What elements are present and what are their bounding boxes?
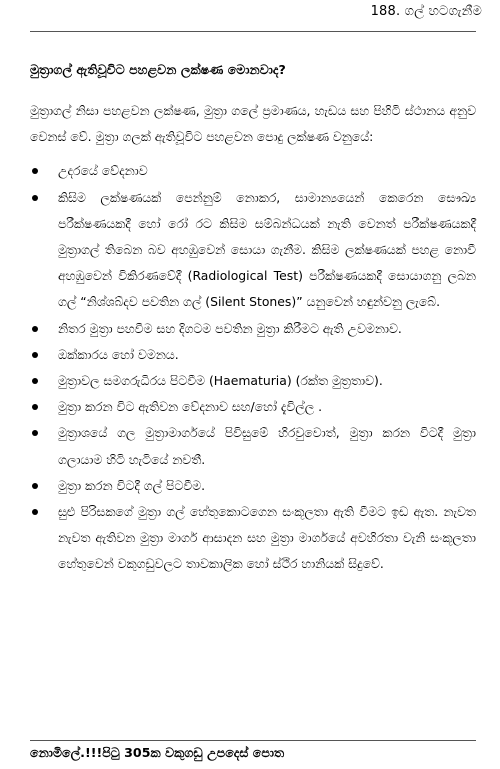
- bullet-icon: [32, 195, 38, 201]
- list-item: [30, 158, 476, 184]
- list-item: [30, 185, 476, 316]
- main-content: [30, 60, 476, 578]
- list-item-text: කිසිම ලක්ෂණයක් පෙන්නුම් නොකර, සාමාන්‍යයෙන් කෙරෙන සෞඛ්‍ය පරීක්ෂණයකදී හෝ රෝ ‍රට කිසිම සම්බන්ධයක් නැති වෙනත් පරීක්ෂණයකදී මුත්‍රාගල් තිබෙන බව අහඹුවෙන් සොයා ගැනීම. කිසිම ලක්ෂණයක් පහළ නොවී අහඹුවෙන් විකිරණවේදී (Radiological Test) පරීක්ෂණයකදී සොයාගනු ලබන ගල් “නිශ්ශබ්දව පවතින ගල් (Silent Stones)” යනුවෙන් හඳුන්වනු ලැබේ.: [58, 189, 476, 310]
- footer-text: නොමිලේ.!!!පිටු 305ක වකුගඩු උපදෙස් පොත: [30, 745, 285, 760]
- bullet-icon: [32, 326, 38, 332]
- list-item-text: මුත්‍රාශයේ ගල මුත්‍රාමාර්ගයේ පිවිසුමේ හිරවුවොත්, මුත්‍රා කරන විටදී මුත්‍රා ගලායාම හිටි හැටියේ නවතී.: [58, 425, 476, 467]
- list-item-text: මුත්‍රා කරන විට ඇතිවන වේදනාව සහ/හෝ දැවිල්ල .: [58, 399, 323, 415]
- intro-paragraph: මුත්‍රාගල් නිසා පහළවන ලක්ෂණ, මුත්‍රා ගලේ ප්‍රමාණය, හැඩය සහ පිහිටි ස්ථානය අනුව වෙනස් වේ. මුත්‍රා ගලක් ඇතිවූවිට පහළවන පොදු ලක්ෂණ වනුයේ:: [30, 103, 476, 145]
- list-item: [30, 316, 476, 342]
- page-header-title: 188. ගල් හටගැනීම: [370, 4, 482, 19]
- list-item-text: මුත්‍රා කරන විටදී ගල් පිටවීම.: [58, 477, 206, 493]
- bullet-icon: [32, 483, 38, 489]
- bullet-icon: [32, 378, 38, 384]
- header-divider: [30, 31, 476, 32]
- list-item-text: නිතර මුත්‍රා පහවීම සහ දිගටම පවතින මුත්‍රා කිරීමට ඇති උවමනාව.: [58, 320, 402, 336]
- symptom-list: [30, 158, 476, 577]
- list-item: [30, 473, 476, 499]
- list-item-text: ඔක්කාරය හෝ වමනය.: [58, 346, 179, 362]
- bullet-icon: [32, 509, 38, 515]
- bullet-icon: [32, 352, 38, 358]
- bullet-icon: [32, 168, 38, 174]
- list-item: [30, 420, 476, 472]
- bullet-icon: [32, 430, 38, 436]
- list-item: [30, 342, 476, 368]
- list-item-text: උදරයේ වේදනාව: [58, 163, 148, 179]
- bullet-icon: [32, 404, 38, 410]
- section-heading: මුත්‍රාගල් ඇතිවූවිට පහළවන ලක්ෂණ මොනවාද?: [30, 62, 286, 77]
- list-item-text: සුළු පිරිසකගේ මුත්‍රා ගල් හේතුකොටගෙන සංකූලතා ඇති වීමට ඉඩ ඇත. නැවත නැවත ඇතිවන මුත්‍රා මාර්ග ආසාදන සහ මුත්‍රා මාර්ගයේ අවහිරතා වැනි සංකූලතා හේතුවෙන් වකුගඩුවලට තාවකාලික හෝ ස්ථිර හානියක් සිදුවේ.: [58, 504, 476, 572]
- footer-divider: [30, 740, 476, 741]
- list-item: [30, 394, 476, 420]
- list-item-text: මුත්‍රාවල සමගරුධිරය පිටවීම (Haematuria) (රක්ත මුත්‍රතාව).: [58, 373, 383, 389]
- list-item: [30, 368, 476, 394]
- list-item: [30, 499, 476, 578]
